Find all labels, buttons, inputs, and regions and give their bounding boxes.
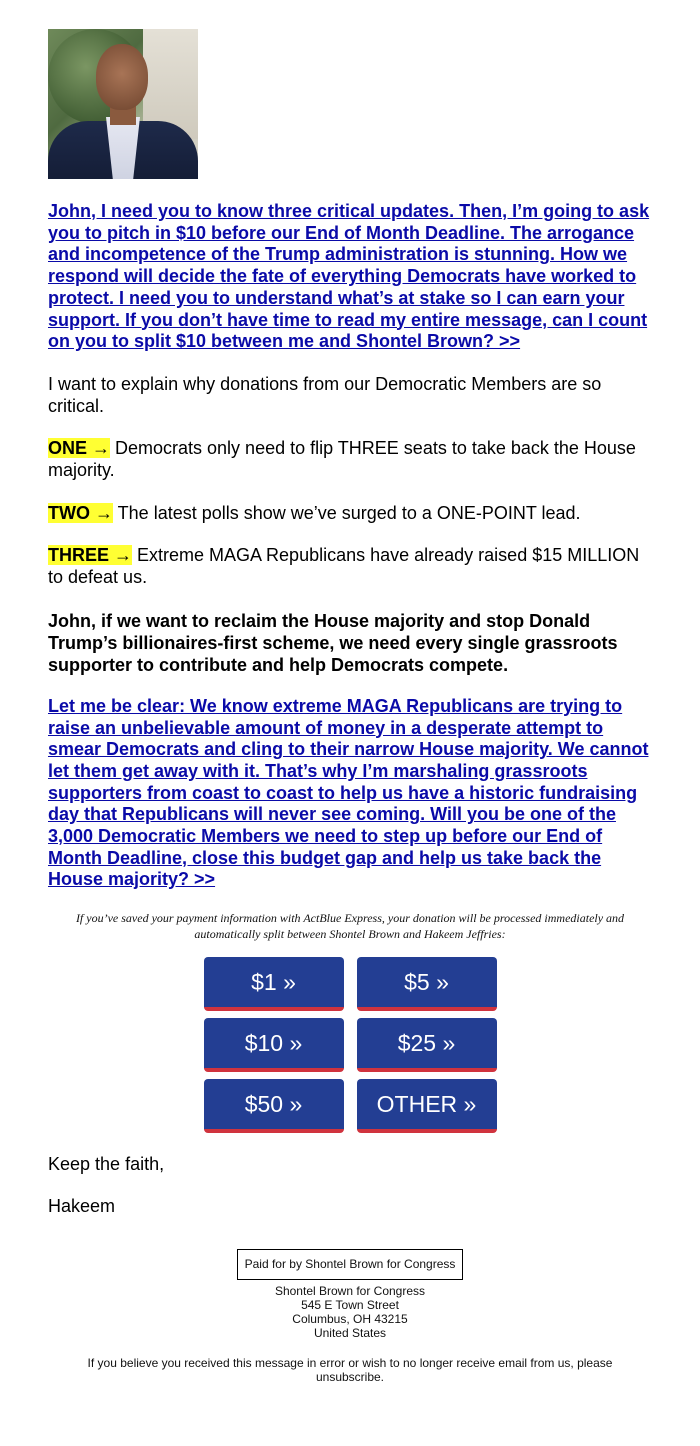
point-three <box>48 545 652 588</box>
closing-line: Keep the faith, <box>48 1154 165 1175</box>
donate-other-button[interactable]: OTHER » <box>357 1079 497 1133</box>
donate-5-button[interactable]: $5 » <box>357 957 497 1011</box>
second-paragraph <box>48 696 652 891</box>
paid-for-disclaimer: Paid for by Shontel Brown for Congress <box>237 1249 464 1280</box>
address-city: Columbus, OH 43215 <box>292 1312 408 1327</box>
point-two-text: The latest polls show we’ve surged to a ONE-POINT lead. <box>113 502 581 523</box>
appeal-paragraph: John, if we want to reclaim the House majority and stop Donald Trump’s billionaires-first scheme, we need every single grassroots supporter to contribute and help Democrats compete. <box>48 610 618 675</box>
lead-donate-link[interactable]: John, I need you to know three critical updates. Then, I’m going to ask you to pitch in $10 before our End of Month Deadline. The arrogance and incompetence of the Trump administration is stunning. How we respond will decide the fate of everything Democrats have worked to protect. I need you to understand what’s at stake so I can earn your support. If you don’t have time to read my entire message, can I count on you to split $10 between me and Shontel Brown? >> <box>48 201 650 352</box>
donate-10-button[interactable]: $10 » <box>204 1018 344 1072</box>
address-country: United States <box>313 1326 387 1341</box>
donate-25-button[interactable]: $25 » <box>357 1018 497 1072</box>
point-one-text: Democrats only need to flip THREE seats to take back the House majority. <box>48 438 636 481</box>
footer <box>48 1249 652 1384</box>
unsubscribe-notice[interactable]: If you believe you received this message in error or wish to no longer receive email from us, please unsubscribe. <box>87 1356 613 1385</box>
point-one-label: ONE → <box>48 438 111 459</box>
lead-paragraph <box>48 201 652 353</box>
point-two <box>48 503 652 525</box>
candidate-photo <box>48 29 198 179</box>
second-donate-link[interactable]: Let me be clear: We know extreme MAGA Republicans are trying to raise an unbelievable amount of money in a desperate attempt to smear Democrats and cling to their narrow House majority. We cannot let them get away with it. That’s why I’m marshaling grassroots supporters from coast to coast to help us have a historic fundraising day that Republicans will never see coming. Will you be one of the 3,000 Democratic Members we need to step up before our End of Month Deadline, close this budget gap and help us take back the House majority? >> <box>48 695 649 890</box>
point-one <box>48 438 652 481</box>
address-street: 545 E Town Street <box>301 1298 399 1313</box>
actblue-note: If you’ve saved your payment information with ActBlue Express, your donation will be processed immediately and automatically split between Shontel Brown and Hakeem Jeffries: <box>75 911 625 942</box>
intro-paragraph: I want to explain why donations from our Democratic Members are so critical. <box>48 373 602 416</box>
address-org: Shontel Brown for Congress <box>274 1284 426 1299</box>
point-three-label: THREE → <box>48 545 133 566</box>
signature-name: Hakeem <box>48 1196 116 1217</box>
donate-50-button[interactable]: $50 » <box>204 1079 344 1133</box>
point-two-label: TWO → <box>48 502 113 523</box>
donate-1-button[interactable]: $1 » <box>204 957 344 1011</box>
point-three-text: Extreme MAGA Republicans have already raised $15 MILLION to defeat us. <box>48 545 640 588</box>
donation-button-grid <box>48 957 652 1133</box>
mailing-address <box>48 1284 652 1340</box>
